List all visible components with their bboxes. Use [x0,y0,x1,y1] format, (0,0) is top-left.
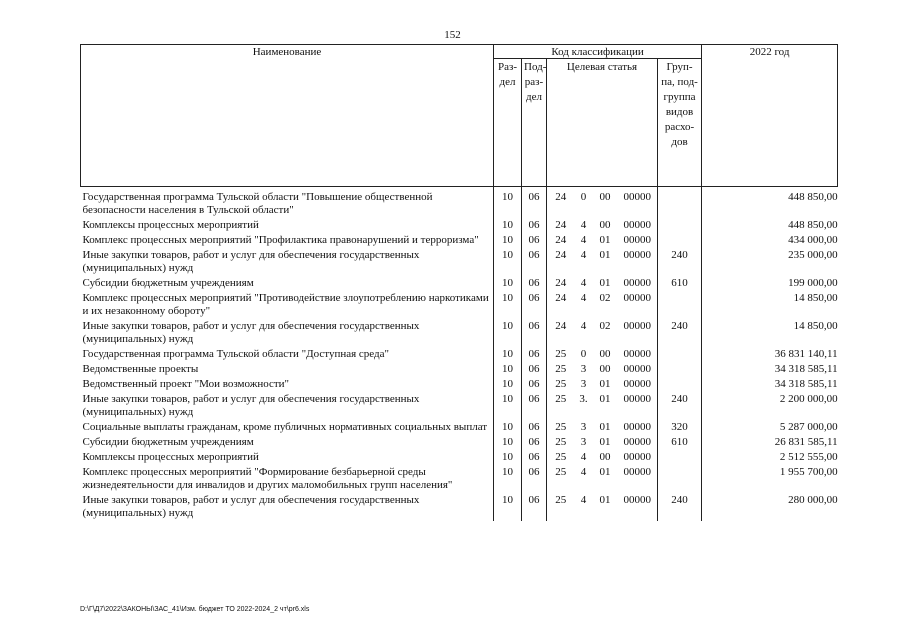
cell-ts3: 00 [599,363,611,375]
cell-podrazdel: 06 [522,218,547,233]
cell-ts2: 4 [580,277,587,289]
header-razdel: Раз- дел [494,59,522,187]
cell-group: 240 [658,248,702,276]
cell-ts2: 3 [580,378,587,390]
cell-group [658,218,702,233]
cell-razdel: 10 [494,218,522,233]
cell-ts2: 4 [580,219,587,231]
cell-ts1: 25 [547,420,575,435]
cell-amount: 448 850,00 [702,218,838,233]
cell-group [658,362,702,377]
header-year: 2022 год [702,45,838,187]
cell-ts2: 4 [580,249,587,261]
table-row [81,392,838,420]
cell-group: 240 [658,493,702,521]
cell-podrazdel: 06 [522,248,547,276]
cell-razdel: 10 [494,319,522,347]
cell-ts4: 00000 [623,436,651,448]
cell-ts1: 24 [547,187,575,219]
table-row [81,377,838,392]
cell-name: Субсидии бюджетным учреждениям [82,277,254,289]
cell-group [658,377,702,392]
table-row [81,420,838,435]
cell-razdel: 10 [494,420,522,435]
cell-ts4: 00000 [623,421,651,433]
cell-razdel: 10 [494,362,522,377]
table-row [81,248,838,276]
file-path-footer: D:\Г\Д7\2022\ЗАКОНЫ\ЗАС_41\Изм. бюджет ТО 2022-2024_2 чт\pr6.xls [80,606,310,613]
cell-group: 240 [658,392,702,420]
cell-name: Иные закупки товаров, работ и услуг для обеспечения государственных (муниципальных) нужд [82,249,420,274]
cell-podrazdel: 06 [522,392,547,420]
cell-amount: 199 000,00 [702,276,838,291]
table-row [81,465,838,493]
cell-razdel: 10 [494,377,522,392]
cell-ts3: 01 [599,494,611,506]
cell-ts4: 00000 [623,363,651,375]
cell-group [658,465,702,493]
cell-amount: 34 318 585,11 [702,377,838,392]
cell-name: Комплекс процессных мероприятий "Профилактика правонарушений и терроризма" [82,234,479,246]
cell-name: Иные закупки товаров, работ и услуг для обеспечения государственных (муниципальных) нужд [82,393,420,418]
cell-razdel: 10 [494,233,522,248]
cell-podrazdel: 06 [522,420,547,435]
cell-amount: 14 850,00 [702,291,838,319]
cell-ts4: 00000 [623,393,651,405]
header-name: Наименование [81,45,494,187]
budget-table [80,44,838,521]
cell-ts3: 01 [599,421,611,433]
cell-ts2: 3 [580,363,587,375]
cell-razdel: 10 [494,392,522,420]
cell-ts2: 3 [580,436,587,448]
cell-razdel: 10 [494,291,522,319]
table-row [81,362,838,377]
table-row [81,291,838,319]
cell-amount: 14 850,00 [702,319,838,347]
cell-ts4: 00000 [623,249,651,261]
cell-podrazdel: 06 [522,435,547,450]
cell-razdel: 10 [494,248,522,276]
cell-ts1: 25 [547,435,575,450]
table-row [81,187,838,219]
cell-ts1: 25 [547,347,575,362]
cell-group [658,291,702,319]
cell-ts3: 00 [599,348,611,360]
cell-amount: 36 831 140,11 [702,347,838,362]
cell-razdel: 10 [494,465,522,493]
cell-podrazdel: 06 [522,347,547,362]
cell-group: 320 [658,420,702,435]
cell-podrazdel: 06 [522,276,547,291]
cell-ts4: 00000 [623,219,651,231]
table-row [81,276,838,291]
cell-podrazdel: 06 [522,465,547,493]
cell-podrazdel: 06 [522,493,547,521]
cell-ts3: 01 [599,466,611,478]
cell-podrazdel: 06 [522,377,547,392]
cell-ts3: 00 [599,451,611,463]
cell-ts1: 24 [547,291,575,319]
cell-podrazdel: 06 [522,319,547,347]
cell-name: Иные закупки товаров, работ и услуг для обеспечения государственных (муниципальных) нужд [82,494,420,519]
cell-ts1: 25 [547,362,575,377]
header-target-article: Целевая статья [547,59,658,187]
cell-name: Субсидии бюджетным учреждениям [82,436,254,448]
header-group: Груп- па, под- группа видов расхо- дов [658,59,702,187]
cell-ts3: 00 [599,219,611,231]
table-row [81,493,838,521]
cell-ts2: 0 [580,191,587,203]
cell-name: Социальные выплаты гражданам, кроме публичных нормативных социальных выплат [82,421,488,433]
cell-group [658,187,702,219]
cell-ts3: 01 [599,436,611,448]
cell-ts3: 01 [599,277,611,289]
cell-ts1: 24 [547,319,575,347]
cell-ts2: 3. [579,393,588,405]
cell-name: Комплексы процессных мероприятий [82,451,259,463]
cell-name: Иные закупки товаров, работ и услуг для обеспечения государственных (муниципальных) нужд [82,320,420,345]
cell-group [658,233,702,248]
cell-podrazdel: 06 [522,233,547,248]
cell-ts3: 01 [599,234,611,246]
cell-ts2: 0 [580,348,587,360]
cell-amount: 1 955 700,00 [702,465,838,493]
cell-name: Государственная программа Тульской области "Доступная среда" [82,348,390,360]
cell-ts3: 01 [599,249,611,261]
cell-ts4: 00000 [623,191,651,203]
cell-ts2: 4 [580,320,587,332]
cell-ts4: 00000 [623,378,651,390]
cell-group: 610 [658,435,702,450]
cell-amount: 434 000,00 [702,233,838,248]
cell-ts3: 02 [599,292,611,304]
cell-razdel: 10 [494,347,522,362]
cell-group: 610 [658,276,702,291]
cell-ts1: 24 [547,248,575,276]
cell-razdel: 10 [494,276,522,291]
cell-amount: 2 200 000,00 [702,392,838,420]
cell-name: Ведомственные проекты [82,363,199,375]
cell-ts4: 00000 [623,466,651,478]
table-row [81,450,838,465]
cell-ts2: 4 [580,466,587,478]
cell-name: Комплекс процессных мероприятий "Противодействие злоупотреблению наркотиками и их незаконному обороту" [82,292,489,317]
cell-ts1: 25 [547,465,575,493]
cell-ts3: 02 [599,320,611,332]
cell-amount: 34 318 585,11 [702,362,838,377]
cell-ts4: 00000 [623,494,651,506]
cell-razdel: 10 [494,435,522,450]
cell-ts2: 4 [580,451,587,463]
cell-ts2: 4 [580,292,587,304]
cell-amount: 26 831 585,11 [702,435,838,450]
cell-podrazdel: 06 [522,187,547,219]
cell-ts4: 00000 [623,451,651,463]
cell-ts4: 00000 [623,277,651,289]
cell-podrazdel: 06 [522,291,547,319]
cell-ts3: 01 [599,378,611,390]
cell-ts4: 00000 [623,348,651,360]
header-podrazdel: Под- раз- дел [522,59,547,187]
cell-ts3: 01 [599,393,611,405]
table-row [81,319,838,347]
cell-ts1: 24 [547,276,575,291]
cell-razdel: 10 [494,187,522,219]
cell-ts2: 3 [580,421,587,433]
cell-ts4: 00000 [623,320,651,332]
cell-ts1: 25 [547,392,575,420]
cell-name: Ведомственный проект "Мои возможности" [82,378,290,390]
table-row [81,233,838,248]
table-body [81,187,838,522]
cell-podrazdel: 06 [522,362,547,377]
table-row [81,347,838,362]
table-row [81,435,838,450]
cell-razdel: 10 [494,450,522,465]
cell-ts1: 25 [547,377,575,392]
cell-group [658,450,702,465]
header-code-classification: Код классификации [494,45,702,59]
cell-amount: 2 512 555,00 [702,450,838,465]
cell-ts1: 25 [547,493,575,521]
cell-ts4: 00000 [623,234,651,246]
cell-amount: 5 287 000,00 [702,420,838,435]
cell-group: 240 [658,319,702,347]
cell-amount: 448 850,00 [702,187,838,219]
cell-amount: 235 000,00 [702,248,838,276]
cell-ts1: 24 [547,233,575,248]
cell-razdel: 10 [494,493,522,521]
cell-name: Комплексы процессных мероприятий [82,219,259,231]
cell-ts3: 00 [599,191,611,203]
cell-ts2: 4 [580,234,587,246]
table-header [81,45,838,187]
cell-ts1: 25 [547,450,575,465]
page-number: 152 [444,29,461,41]
table-row [81,218,838,233]
cell-name: Комплекс процессных мероприятий "Формирование безбарьерной среды жизнедеятельности для инвалидов и других маломобильных групп населения" [82,466,453,491]
cell-group [658,347,702,362]
cell-name: Государственная программа Тульской области "Повышение общественной безопасности населения в Тульской области" [82,191,433,216]
cell-amount: 280 000,00 [702,493,838,521]
cell-podrazdel: 06 [522,450,547,465]
cell-ts4: 00000 [623,292,651,304]
cell-ts2: 4 [580,494,587,506]
cell-ts1: 24 [547,218,575,233]
